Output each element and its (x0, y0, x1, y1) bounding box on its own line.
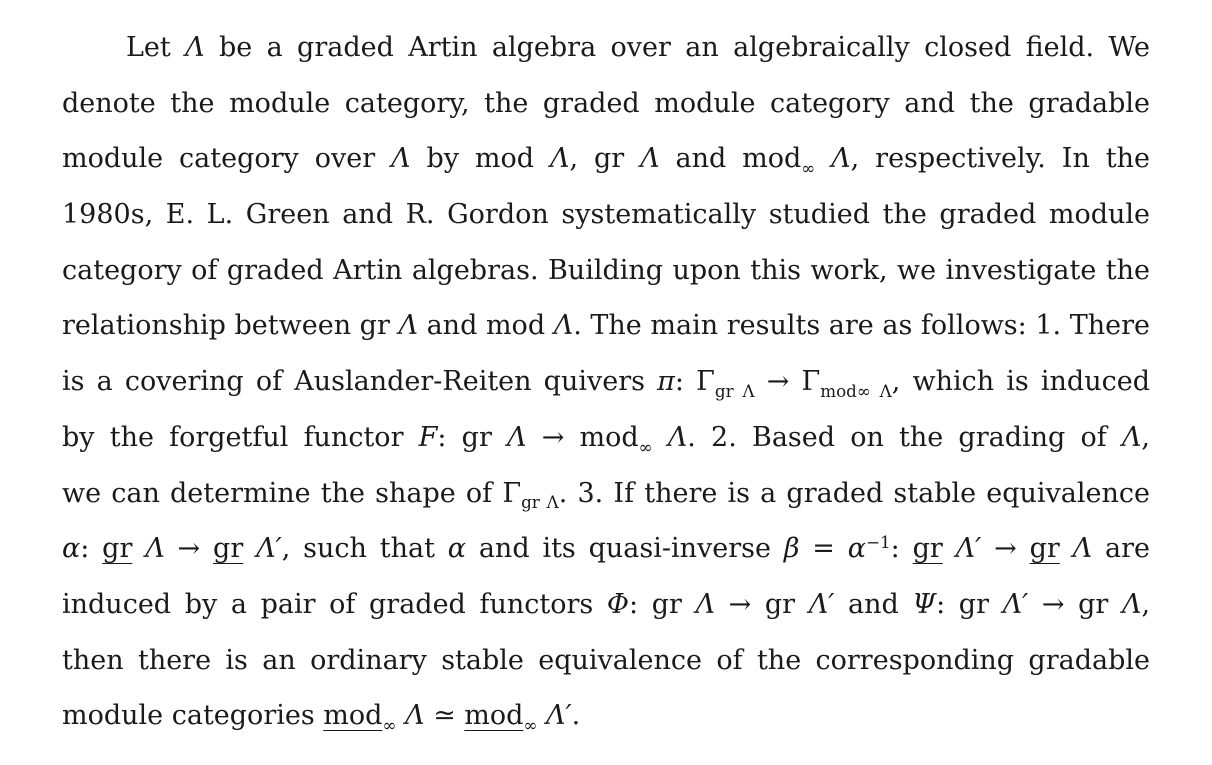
text-segment: : gr (628, 588, 696, 620)
text-line (62, 243, 1150, 299)
text-segment: . The main results are as follows: 1. There (573, 310, 1150, 342)
text-segment: gr (912, 533, 943, 565)
text-segment: . (571, 700, 581, 732)
text-segment: → gr (1028, 588, 1122, 620)
text-segment: → mod (526, 421, 639, 453)
math-symbol: F (418, 421, 438, 453)
text-segment: , gr (569, 143, 641, 175)
subscript: gr Λ (714, 380, 755, 401)
text-line (62, 187, 1150, 243)
subscript: ∞ (638, 436, 653, 457)
math-symbol: Λ′ (256, 533, 282, 565)
math-symbol: Λ′ (1002, 588, 1029, 620)
text-segment: and its quasi-inverse (466, 533, 784, 565)
text-segment: gr (213, 533, 244, 565)
text-segment: then there is an ordinary stable equivalence of the corresponding gradable (62, 644, 1150, 676)
math-symbol: Φ (606, 588, 629, 620)
math-symbol: Λ (1121, 421, 1142, 453)
math-symbol: Λ (1072, 533, 1093, 565)
subscript: gr Λ (521, 492, 559, 513)
text-segment: be a graded Artin algebra over an algebraically closed field. We (204, 32, 1150, 63)
math-symbol: Λ (185, 32, 205, 63)
math-symbol: Λ (391, 143, 411, 175)
text-segment: and (834, 588, 913, 620)
math-symbol: β (783, 533, 800, 565)
text-line (62, 298, 1150, 354)
math-symbol: Λ (145, 533, 165, 565)
math-symbol: Λ′ (955, 533, 982, 565)
math-symbol: Λ (640, 143, 660, 175)
text-segment: → (164, 533, 214, 565)
math-symbol: Λ (831, 143, 851, 175)
text-segment: is a covering of Auslander-Reiten quivers (62, 366, 658, 398)
text-segment: , respectively. In the (850, 143, 1150, 175)
text-segment: gr (102, 533, 133, 565)
math-symbol: Λ (398, 310, 418, 342)
math-symbol: Λ (667, 421, 688, 453)
math-symbol: Λ (695, 588, 716, 620)
text-segment: mod (323, 700, 383, 732)
text-segment: Let (126, 32, 186, 63)
subscript: ∞ (523, 714, 538, 735)
text-line (62, 76, 1150, 132)
math-symbol: Λ (507, 421, 527, 453)
text-segment: 1980s, E. L. Green and R. Gordon systematically studied the graded module (62, 199, 1150, 231)
text-segment: ≃ (424, 700, 465, 732)
text-line (62, 633, 1150, 689)
text-segment: are (1092, 533, 1150, 565)
text-segment (943, 533, 956, 564)
text-segment: → Γ (754, 366, 821, 398)
text-segment: → gr (715, 588, 809, 620)
text-segment: : gr (936, 588, 1003, 620)
math-symbol: Ψ (912, 588, 937, 620)
text-segment: , such that (281, 533, 448, 565)
text-segment: module categories (62, 700, 324, 732)
text-segment (396, 700, 405, 731)
text-line (62, 466, 1150, 522)
math-symbol: Λ′ (808, 588, 835, 620)
text-line (62, 577, 1150, 633)
text-segment: induced by a pair of graded functors (62, 588, 607, 620)
text-segment: : gr (437, 421, 508, 453)
text-segment: : (80, 533, 103, 565)
text-line (62, 688, 1150, 744)
text-segment: category of graded Artin algebras. Building upon this work, we investigate the (62, 254, 1150, 286)
math-symbol: Λ (549, 143, 570, 175)
text-segment: we can determine the shape of Γ (62, 477, 522, 509)
text-segment: . 2. Based on the grading of (687, 421, 1122, 453)
text-line (62, 20, 1150, 76)
math-symbol: Λ (553, 310, 574, 342)
text-line (62, 521, 1150, 577)
text-segment: by the forgetful functor (62, 421, 419, 453)
text-segment: : Γ (674, 366, 715, 398)
text-segment: . 3. If there is a graded stable equivalence (558, 477, 1150, 509)
text-segment: mod (464, 700, 524, 732)
superscript: −1 (866, 531, 891, 552)
text-segment: relationship between gr (62, 310, 399, 342)
text-segment (132, 533, 145, 564)
math-symbol: Λ (1121, 588, 1142, 620)
text-segment: by mod (410, 143, 550, 175)
text-segment: : (890, 533, 913, 565)
subscript: ∞ (382, 714, 397, 735)
text-segment: denote the module category, the graded module category and the gradable (62, 87, 1150, 119)
text-line (62, 354, 1150, 410)
text-segment: = (799, 533, 848, 565)
text-segment: → (981, 533, 1030, 565)
text-segment (653, 422, 668, 453)
math-symbol: Λ (404, 700, 425, 732)
text-line (62, 410, 1150, 466)
text-segment: , (1141, 421, 1151, 453)
subscript: mod∞ Λ (820, 380, 892, 401)
text-segment (537, 700, 546, 731)
text-segment: gr (1029, 533, 1060, 565)
math-symbol: α (62, 533, 81, 565)
math-symbol: α (847, 533, 866, 565)
text-segment: , (1141, 588, 1151, 620)
math-symbol: α (447, 533, 466, 565)
text-segment (243, 533, 256, 564)
text-segment (1060, 533, 1073, 564)
subscript: ∞ (801, 158, 816, 179)
text-segment: and mod (659, 143, 802, 175)
math-symbol: Λ′ (545, 700, 572, 732)
math-symbol: π (657, 366, 675, 398)
text-segment: , which is induced (891, 366, 1150, 398)
text-segment: and mod (417, 310, 554, 342)
text-segment: module category over (62, 143, 392, 175)
text-segment (815, 143, 831, 174)
abstract-paragraph (62, 20, 1150, 744)
text-line (62, 131, 1150, 187)
